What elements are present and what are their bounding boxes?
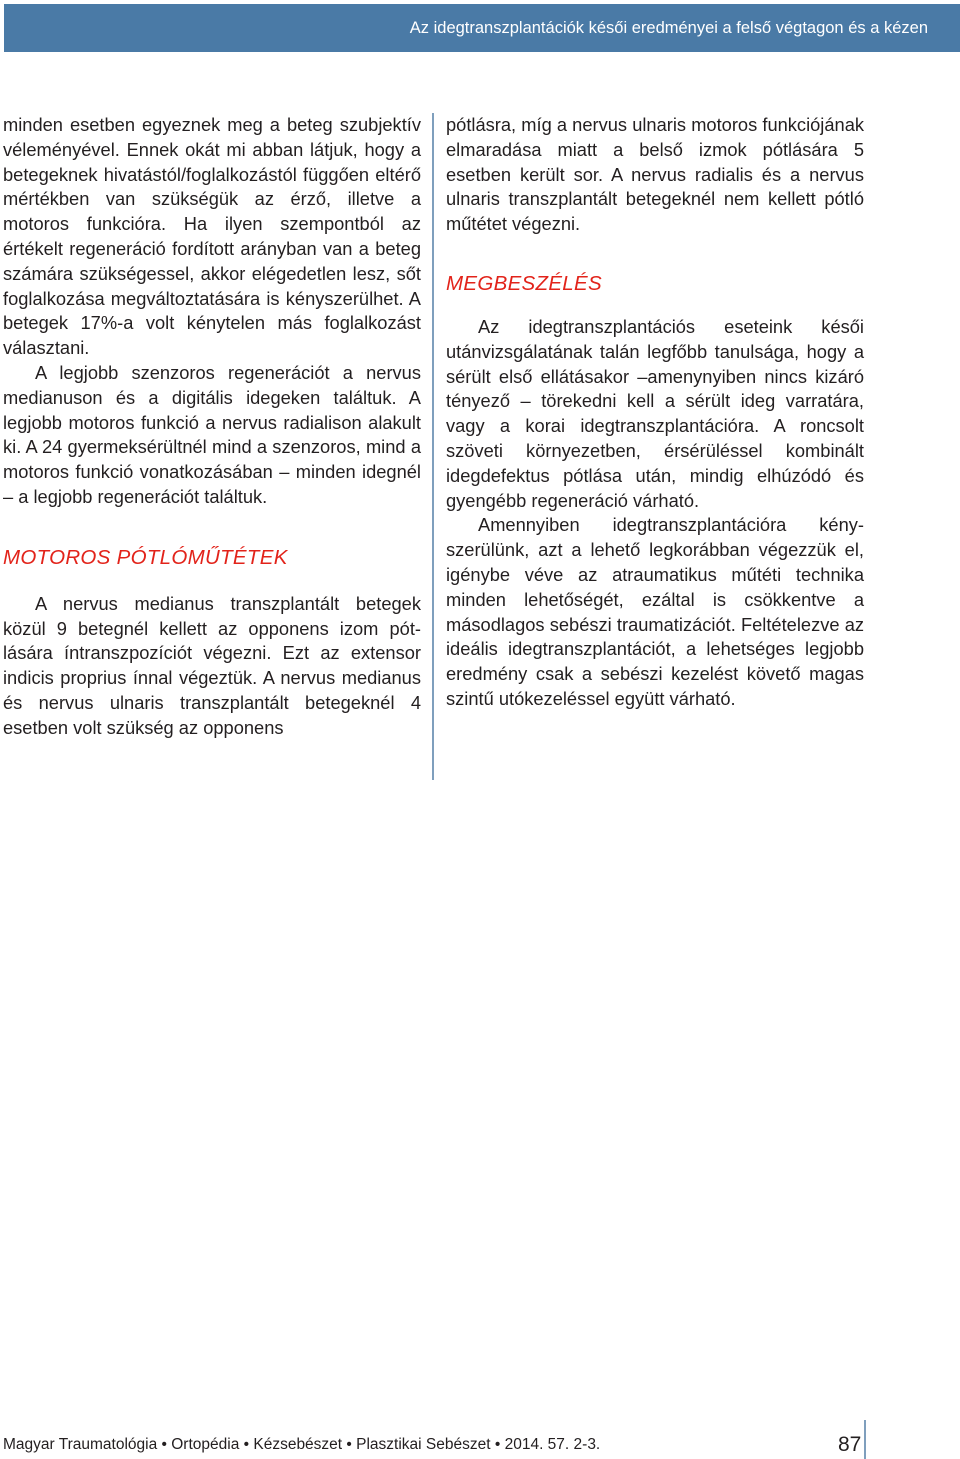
right-column [446, 113, 864, 712]
left-column [3, 113, 421, 741]
section-heading-motoros: MOTOROS PÓTLÓMŰTÉTEK [3, 545, 288, 569]
right-paragraph-2: Az idegtranszplantációs eseteink késői utánvizsgálatának talán legfőbb tanulsága, hogy a sérült első ellátásakor –amenynyiben nincs kizáró tényező – törekedni kell a sérült ideg varratára, vagy a korai idegtranszplantációra. A roncsolt szöveti környezetben, érsérüléssel kombinált idegdefektus pótlása után, mindig elhúzódó és gyengébb regeneráció várható. [446, 315, 864, 511]
right-paragraph-3: Amennyiben idegtranszplantációra kényszerülünk, azt a lehető legkorábban végezzük el, igénybe véve az atraumatikus műtéti technika minden lehetőségét, ezáltal is csökkentve a másodlagos sebészi traumatizációt. Feltételezve az ideális idegtranszplantációt, a lehetséges legjobb eredmény csak a sebészi kezelést követő magas szintű utókezeléssel együtt várható. [446, 514, 864, 709]
left-paragraph-3: A nervus medianus transzplantált betegek közül 9 betegnél kellett az opponens izom pótlására íntranszpozíciót végezni. Ezt az extensor indicis proprius ínnal végeztük. A nervus medianus és nervus ulnaris transzplantált betegeknél 4 esetben volt szükség az opponens [3, 592, 421, 738]
section-heading-megbeszeles: MEGBESZÉLÉS [446, 271, 602, 295]
running-header-title: Az idegtranszplantációk késői eredményei a felső végtagon és a kézen [409, 19, 928, 37]
footer-journal-citation: Magyar Traumatológia • Ortopédia • Kézsebészet • Plasztikai Sebészet • 2014. 57. 2-3. [3, 1436, 601, 1453]
right-paragraph-1: pótlásra, míg a nervus ulnaris motoros funkciójának elmaradása miatt a belső izmok pótlására 5 esetben került sor. A nervus radialis és a nervus ulnaris transzplantált betegeknél nem kellett pótló műtétet végezni. [446, 114, 864, 235]
left-paragraph-2: A legjobb szenzoros regenerációt a nervus medianuson és a digitális idegeken találtuk. A legjobb motoros funkció a nervus radialison alakult ki. A 24 gyermeksérültnél mind a szenzoros, mind a motoros funkció vonatkozásában – minden idegnél – a legjobb regenerációt találtuk. [3, 361, 421, 507]
page-number: 87 [838, 1433, 862, 1456]
left-paragraph-1: minden esetben egyeznek meg a beteg szubjektív véleményével. Ennek okát mi abban látjuk, hogy a betegeknek hivatástól/foglalkozástól függően eltérő mértékben van szükségük az érző, illetve a motoros funkcióra. Ha ilyen szempontból az értékelt regeneráció fordított arányban van a beteg számára szükségessel, akkor elégedetlen lesz, sőt foglalkozása megváltoztatására is kényszerülhet. A betegek 17%-a volt kénytelen más foglalkozást választani. [3, 114, 421, 359]
footer-divider [864, 1420, 866, 1459]
column-divider [432, 113, 434, 780]
running-header-bar [4, 4, 960, 52]
